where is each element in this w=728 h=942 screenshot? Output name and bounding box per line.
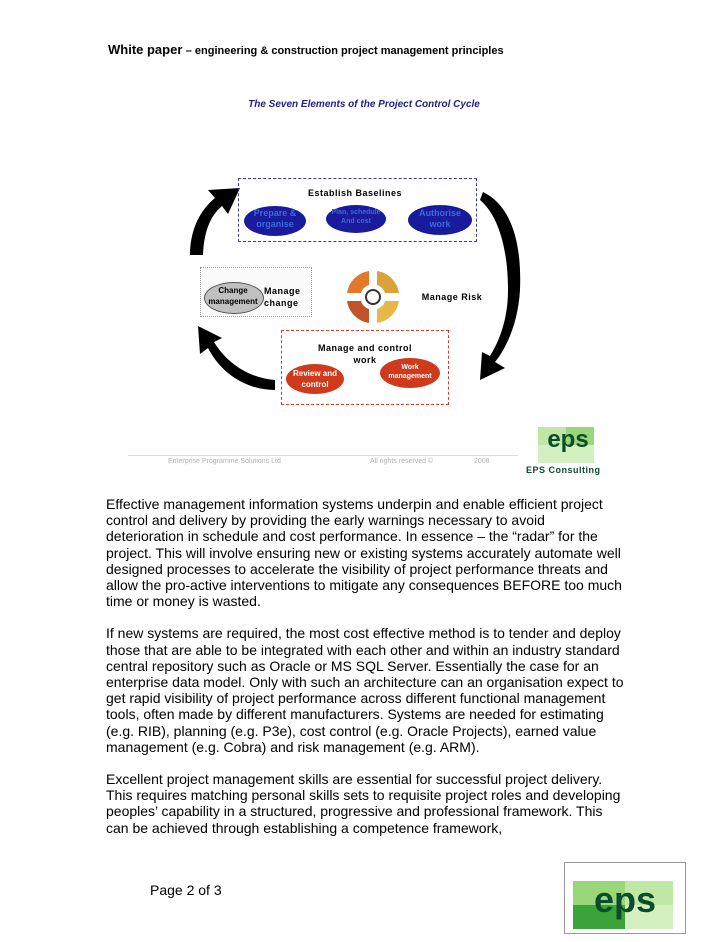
cycle-icon (347, 271, 399, 323)
manage-risk-label: Manage Risk (421, 292, 483, 302)
change-management-label: Change management (208, 286, 258, 306)
manage-change-label: Manage change (264, 286, 301, 308)
body-text (106, 496, 626, 852)
authorise-work-label: Authorise work (418, 208, 461, 229)
work-management-label: Work management (388, 364, 432, 380)
footer-logo (564, 862, 686, 934)
page-number: Page 2 of 3 (150, 882, 222, 898)
header-title: White paper (108, 42, 183, 57)
figure-footer-rights: All rights reserved © (370, 458, 434, 465)
arrow-bottom-left-icon (198, 326, 275, 390)
manage-control-label: Manage and control work (317, 343, 412, 365)
figure-logo-text: eps (547, 426, 589, 453)
figure-footer-year: 2008 (474, 458, 490, 465)
establish-baselines-label: Establish Baselines (307, 188, 403, 198)
arrow-right-icon (480, 192, 520, 380)
plan-schedule-label: Plan, schedule And cost (331, 209, 381, 225)
figure-footer-band (128, 455, 518, 456)
review-control-label: Review and control (292, 369, 337, 389)
figure-footer-company: Enterprise Programme Solutions Ltd (168, 458, 281, 465)
header-subtitle: – engineering & construction project management principles (185, 45, 504, 57)
figure-logo-caption: EPS Consulting (526, 465, 601, 475)
paragraph-3: Excellent project management skills are essential for successful project delivery. This requires matching personal skills sets to requisite project roles and developing peoples’ capability in a structured, progressive and professional framework. This can be achieved through establishing a competence framework, (106, 771, 621, 836)
prepare-organise-label: Prepare & organise (253, 208, 297, 229)
figure-logo (530, 427, 602, 465)
footer-logo-text: eps (593, 879, 657, 920)
paragraph-2: If new systems are required, the most cost effective method is to tender and deploy those that are able to be integrated with each other and within an industry standard central repository such as Oracle or MS SQL Server. Essentially the case for an enterprise data model. Only with such an architecture can an organisation expect to get rapid visibility of project performance across different functional management tools, often made by different manufacturers. Systems are needed for estimating (e.g. RIB), planning (e.g. P3e), cost control (e.g. Oracle Projects), earned value management (e.g. Cobra) and risk management (e.g. ARM). (106, 625, 624, 755)
arrow-top-left-icon (190, 188, 240, 255)
paragraph-1: Effective management information systems underpin and enable efficient project control and delivery by providing the early warnings necessary to avoid deterioration in schedule and cost performance. In essence – the “radar” for the project. This will involve ensuring new or existing systems accurately automate well designed processes to accelerate the visibility of project performance threats and allow the pro-active interventions to mitigate any consequences BEFORE too much time or money is wasted. (106, 496, 622, 610)
figure-title: The Seven Elements of the Project Control Cycle (248, 99, 480, 110)
